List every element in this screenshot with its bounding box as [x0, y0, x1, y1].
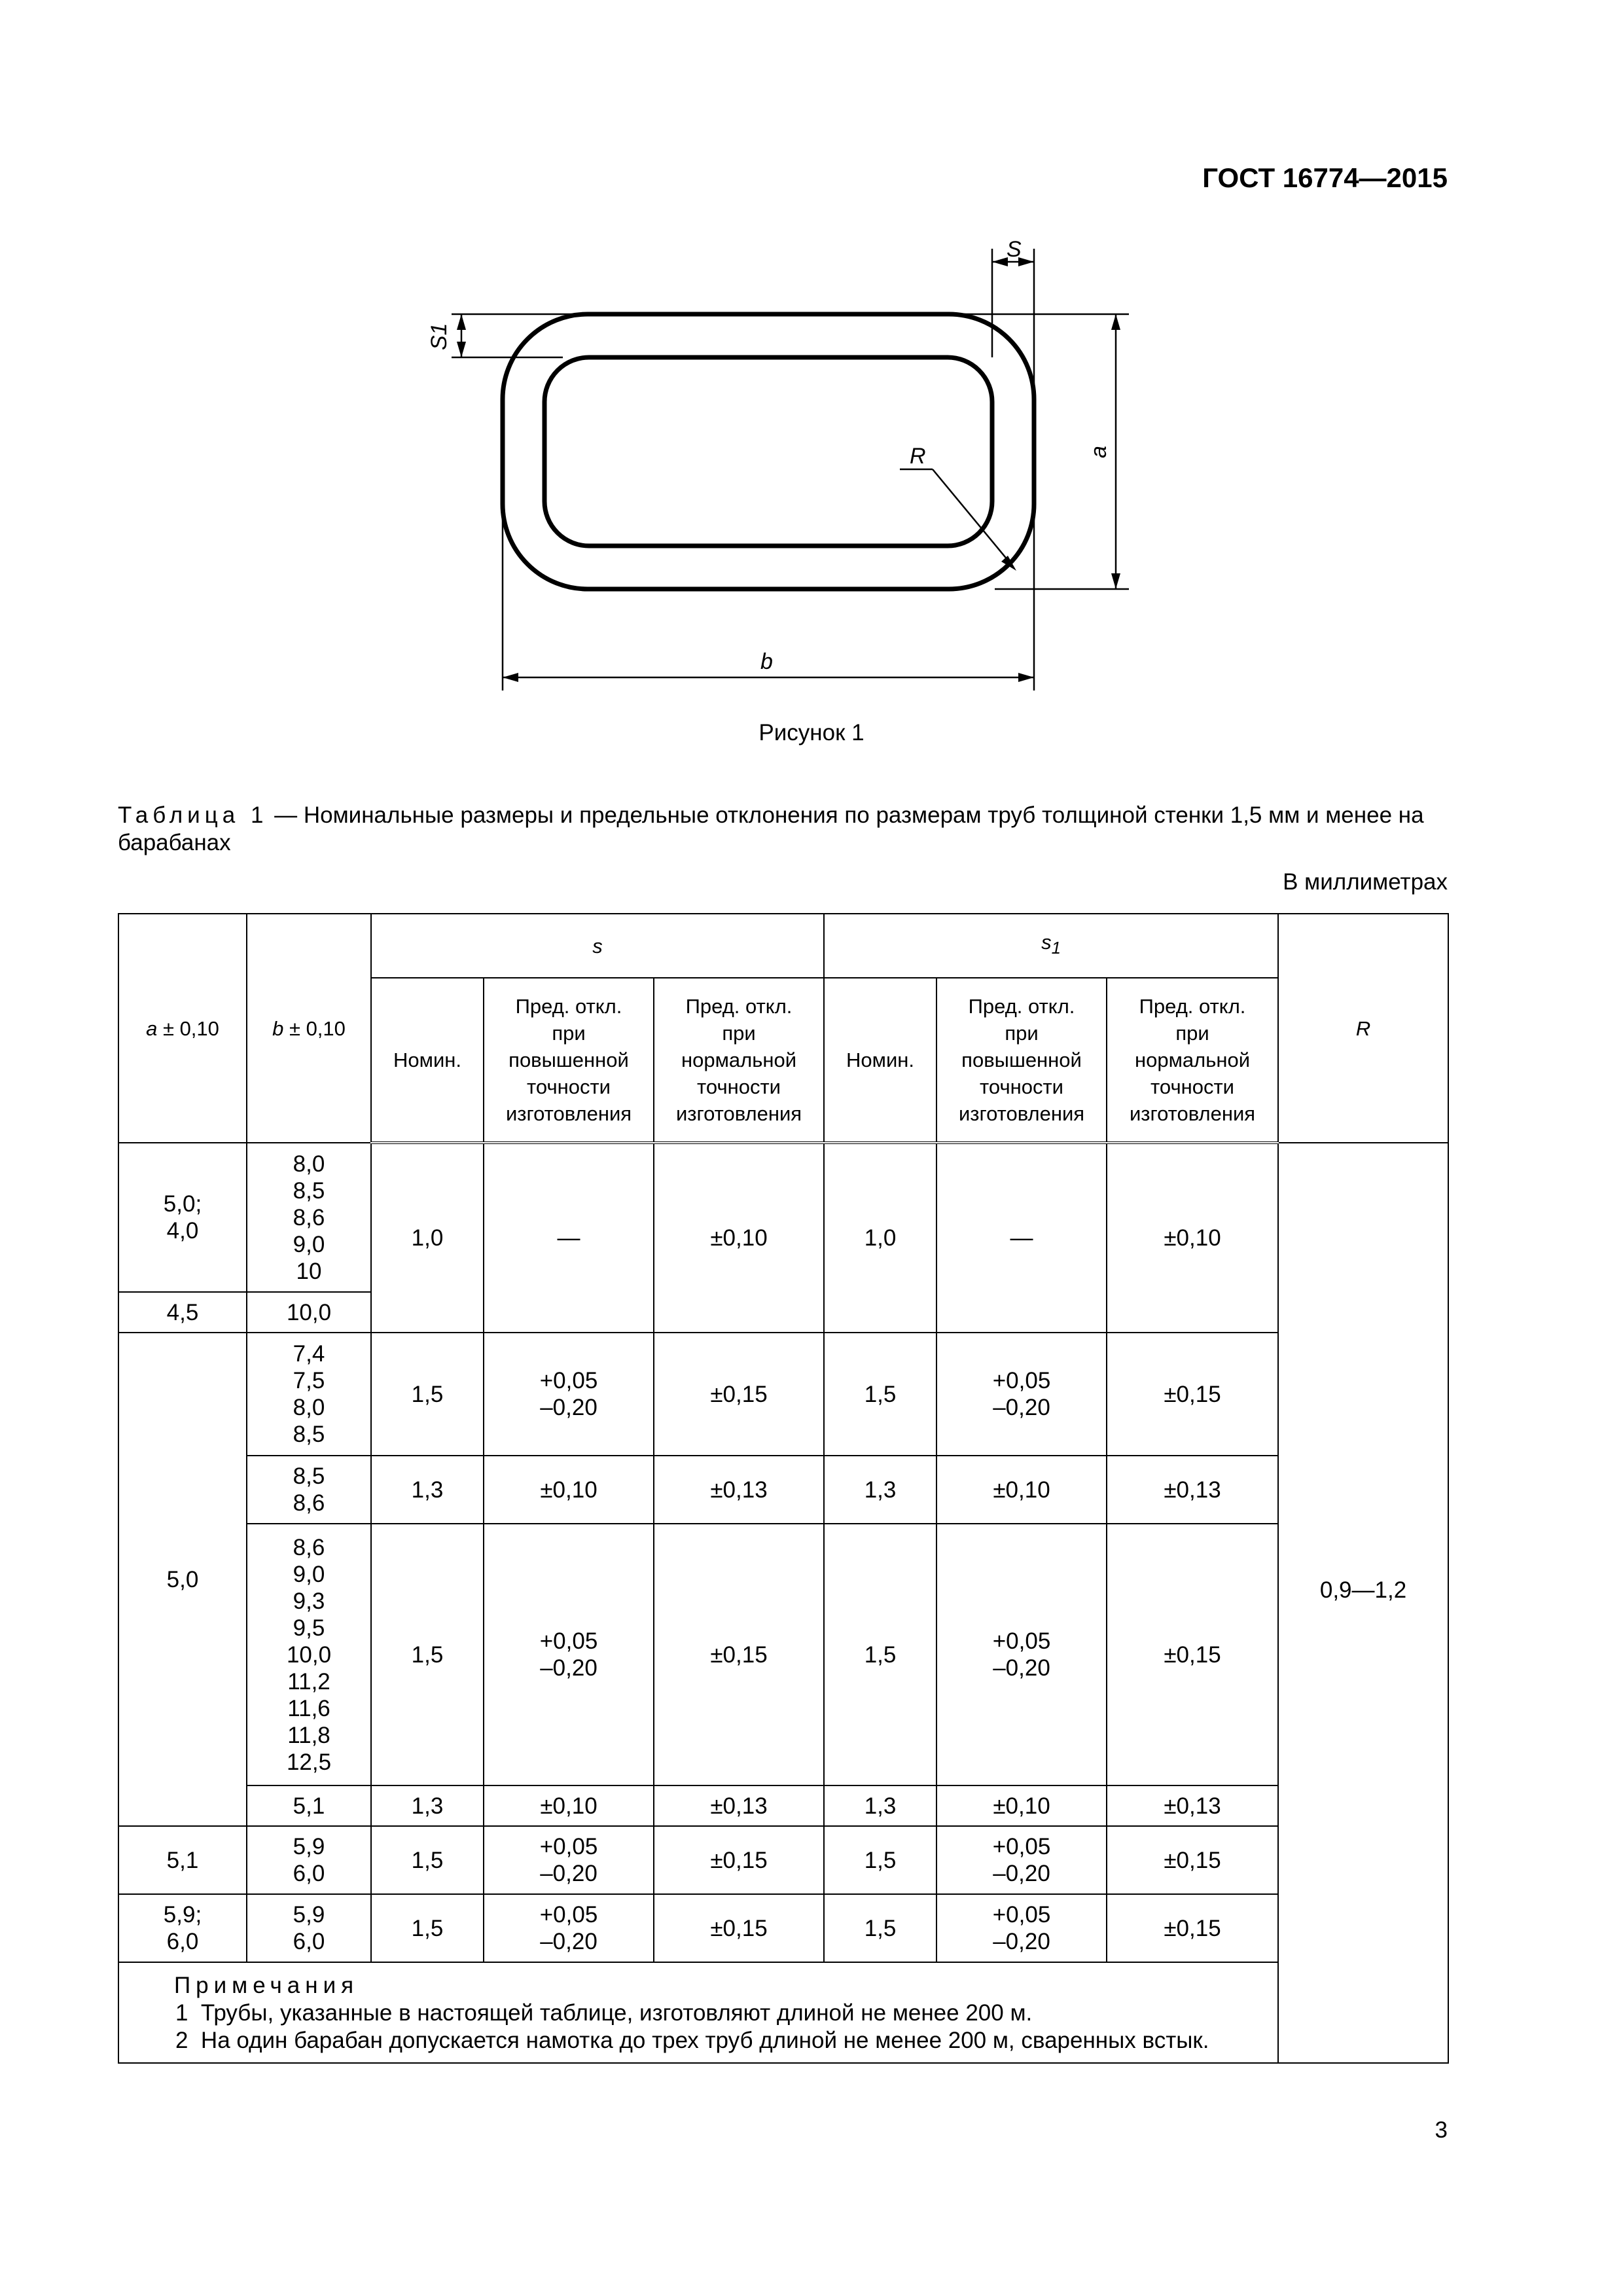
- cell-s-norm: ±0,15: [654, 1894, 824, 1962]
- dimensions-table: [118, 913, 1449, 2064]
- cell-s-nom: 1,5: [371, 1524, 484, 1785]
- cell-s-nom: 1,3: [371, 1456, 484, 1524]
- cell-value: +0,05: [539, 1902, 598, 1928]
- cell-s1-high: [936, 1143, 1107, 1333]
- table-row: [118, 1333, 1448, 1456]
- cell-s1-norm: ±0,13: [1107, 1456, 1278, 1524]
- table-title-text: — Номинальные размеры и предельные отклонения по размерам труб толщиной стенки 1,5 мм и менее на барабанах: [118, 802, 1424, 855]
- cell-s-high: [484, 1524, 654, 1785]
- cell-value: +0,05: [992, 1368, 1051, 1393]
- cell-value: 7,4: [293, 1341, 325, 1367]
- col-head-s1-nomin: Номин.: [824, 978, 936, 1143]
- cell-value: 12,5: [286, 1749, 332, 1775]
- cell-value: –0,20: [540, 1395, 597, 1420]
- cell-a: 5,1: [118, 1826, 247, 1894]
- cell-value: ±0,10: [540, 1477, 597, 1503]
- cell-value: 11,8: [287, 1722, 330, 1748]
- cell-b: [247, 1292, 371, 1333]
- cell-value: –0,20: [540, 1861, 597, 1886]
- cell-s-nom: 1,5: [371, 1333, 484, 1456]
- cell-s1-high: [936, 1785, 1107, 1826]
- cell-a: 4,5: [118, 1292, 247, 1333]
- cell-s1-high: [936, 1333, 1107, 1456]
- cell-value: 5,1: [293, 1793, 325, 1819]
- label-b: b: [760, 649, 773, 674]
- cell-s-norm: ±0,13: [654, 1456, 824, 1524]
- table-notes: [118, 1962, 1448, 2063]
- cell-b: [247, 1333, 371, 1456]
- col-head-s1-normal: Пред. откл. при нормальной точности изготовления: [1107, 978, 1278, 1143]
- label-s: S: [1007, 237, 1022, 262]
- label-r: R: [910, 444, 926, 469]
- cell-value: +0,05: [992, 1834, 1051, 1859]
- cell-s-norm: ±0,10: [654, 1143, 824, 1333]
- notes-row: [118, 1962, 1448, 2063]
- cell-value: ±0,10: [540, 1793, 597, 1819]
- cell-s1-norm: ±0,10: [1107, 1143, 1278, 1333]
- cell-s1-high: [936, 1894, 1107, 1962]
- cell-b: [247, 1785, 371, 1826]
- cell-s-high: [484, 1826, 654, 1894]
- header-row: [118, 914, 1448, 978]
- cell-r: 0,9—1,2: [1278, 1143, 1448, 2063]
- cell-value: 10,0: [286, 1299, 332, 1325]
- cell-s-high: [484, 1333, 654, 1456]
- cell-a: 5,9; 6,0: [118, 1894, 247, 1962]
- cell-value: +0,05: [539, 1834, 598, 1859]
- col-head-s: s: [371, 914, 824, 978]
- cell-s-nom: 1,3: [371, 1785, 484, 1826]
- cell-s-norm: ±0,15: [654, 1826, 824, 1894]
- col-head-s-normal: Пред. откл. при нормальной точности изготовления: [654, 978, 824, 1143]
- cell-s1-nom: 1,5: [824, 1524, 936, 1785]
- cell-s1-nom: 1,5: [824, 1333, 936, 1456]
- table-number: Таблица 1: [118, 802, 268, 828]
- cell-value: 8,5: [293, 1463, 325, 1489]
- cell-s-norm: ±0,13: [654, 1785, 824, 1826]
- cell-value: 6,0: [293, 1861, 325, 1886]
- cell-value: 11,6: [287, 1695, 330, 1721]
- cell-value: 7,5: [293, 1368, 325, 1393]
- cell-value: —: [1010, 1225, 1033, 1251]
- cell-value: 8,6: [293, 1534, 325, 1560]
- page-number: 3: [1435, 2117, 1448, 2143]
- cell-s1-high: [936, 1826, 1107, 1894]
- cell-s-high: [484, 1143, 654, 1333]
- cell-b: [247, 1826, 371, 1894]
- table-row: [118, 1785, 1448, 1826]
- table-title: [118, 802, 1448, 857]
- cell-value: 5,9: [293, 1902, 325, 1928]
- cell-b: [247, 1894, 371, 1962]
- cell-s1-nom: 1,3: [824, 1785, 936, 1826]
- cell-value: +0,05: [539, 1628, 598, 1654]
- cell-value: 5,9: [293, 1834, 325, 1859]
- cell-value: 8,5: [293, 1422, 325, 1447]
- cell-value: 8,6: [293, 1204, 325, 1230]
- cell-value: +0,05: [992, 1628, 1051, 1654]
- col-head-a: a ± 0,10: [118, 914, 247, 1143]
- cell-value: 8,6: [293, 1490, 325, 1516]
- cell-value: –0,20: [993, 1655, 1050, 1681]
- cell-value: 6,0: [293, 1929, 325, 1954]
- table-row: [118, 1894, 1448, 1962]
- cell-s1-norm: ±0,15: [1107, 1524, 1278, 1785]
- cell-value: –0,20: [993, 1861, 1050, 1886]
- cell-s-nom: 1,5: [371, 1894, 484, 1962]
- cell-s1-nom: 1,5: [824, 1894, 936, 1962]
- cell-a: 5,0; 4,0: [118, 1143, 247, 1292]
- cell-s-high: [484, 1894, 654, 1962]
- cell-b: [247, 1143, 371, 1292]
- cell-value: 8,0: [293, 1395, 325, 1420]
- cell-a: 5,0: [118, 1333, 247, 1826]
- table-row: [118, 1524, 1448, 1785]
- cell-s1-norm: ±0,15: [1107, 1826, 1278, 1894]
- cell-b: [247, 1524, 371, 1785]
- cell-b: [247, 1456, 371, 1524]
- cell-value: 10: [296, 1258, 322, 1284]
- cell-s-high: [484, 1785, 654, 1826]
- cell-value: –0,20: [993, 1929, 1050, 1954]
- cell-s1-nom: 1,5: [824, 1826, 936, 1894]
- notes-title: Примечания: [174, 1973, 359, 1998]
- cell-value: 9,0: [293, 1231, 325, 1257]
- cell-s1-high: [936, 1456, 1107, 1524]
- cell-s1-high: [936, 1524, 1107, 1785]
- cell-value: 11,2: [287, 1668, 330, 1695]
- cell-value: 8,5: [293, 1177, 325, 1204]
- cell-s-norm: ±0,15: [654, 1333, 824, 1456]
- cell-s1-nom: 1,3: [824, 1456, 936, 1524]
- cell-s1-nom: 1,0: [824, 1143, 936, 1333]
- cell-value: 9,3: [293, 1588, 325, 1614]
- table-row: [118, 1456, 1448, 1524]
- cell-value: —: [557, 1225, 580, 1251]
- figure-caption: Рисунок 1: [758, 720, 865, 745]
- cell-s1-norm: ±0,15: [1107, 1894, 1278, 1962]
- cell-value: 9,5: [293, 1615, 325, 1641]
- cell-value: 9,0: [293, 1561, 325, 1587]
- units-label: В миллиметрах: [1283, 869, 1448, 895]
- cell-value: ±0,10: [993, 1477, 1050, 1503]
- table-row: [118, 1143, 1448, 1292]
- cell-value: 8,0: [293, 1151, 325, 1177]
- col-head-r: R: [1278, 914, 1448, 1143]
- cell-value: –0,20: [993, 1395, 1050, 1420]
- cell-value: 10,0: [286, 1641, 332, 1668]
- label-s1: S1: [427, 323, 452, 350]
- cell-value: +0,05: [539, 1368, 598, 1393]
- col-head-b: b ± 0,10: [247, 914, 371, 1143]
- cell-s-nom: 1,0: [371, 1143, 484, 1333]
- standard-code: ГОСТ 16774—2015: [1202, 162, 1448, 193]
- tube-cross-section-figure: [0, 0, 1623, 720]
- cell-s-high: [484, 1456, 654, 1524]
- cell-s1-norm: ±0,13: [1107, 1785, 1278, 1826]
- cell-s-nom: 1,5: [371, 1826, 484, 1894]
- col-head-s1: $s_1$: [824, 914, 1278, 978]
- cell-value: ±0,10: [993, 1793, 1050, 1819]
- note-item: 2 На один барабан допускается намотка до трех труб длиной не менее 200 м, сваренных встык.: [175, 2028, 1209, 2053]
- col-head-s1-high: Пред. откл. при повышенной точности изготовления: [936, 978, 1107, 1143]
- label-a: a: [1086, 446, 1111, 458]
- cell-s1-norm: ±0,15: [1107, 1333, 1278, 1456]
- cell-value: +0,05: [992, 1902, 1051, 1928]
- cell-value: –0,20: [540, 1929, 597, 1954]
- col-head-s-high: Пред. откл. при повышенной точности изготовления: [484, 978, 654, 1143]
- col-head-s-nomin: Номин.: [371, 978, 484, 1143]
- table-row: [118, 1826, 1448, 1894]
- note-item: 1 Трубы, указанные в настоящей таблице, изготовляют длиной не менее 200 м.: [175, 2000, 1033, 2026]
- cell-s-norm: ±0,15: [654, 1524, 824, 1785]
- cell-value: –0,20: [540, 1655, 597, 1681]
